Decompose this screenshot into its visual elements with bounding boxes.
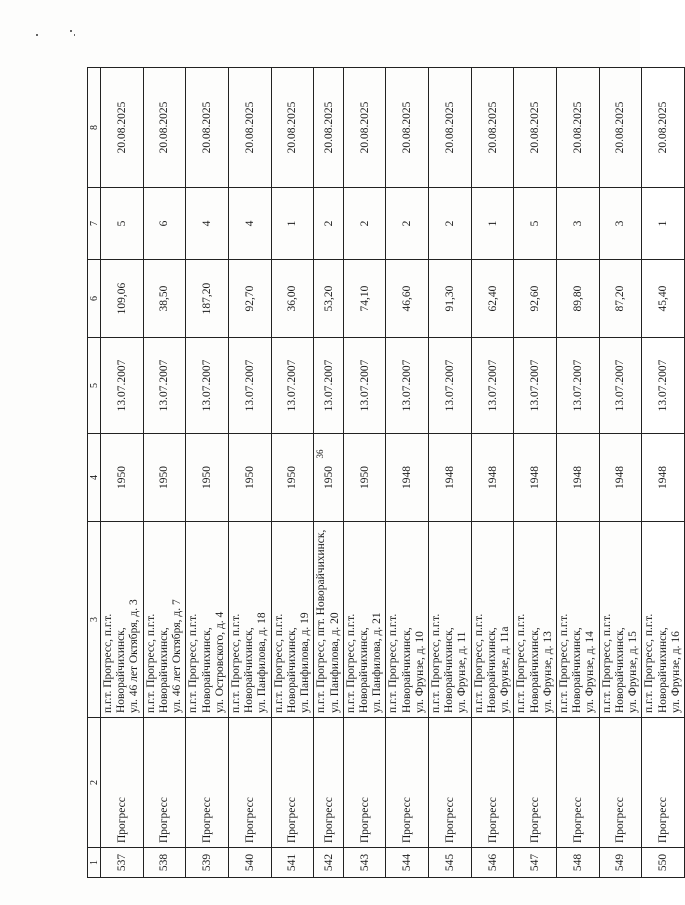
settlement-name: Прогресс: [471, 718, 514, 848]
address-line-2: ул. Фрунзе, д. 13: [541, 631, 554, 713]
row-number: 540: [228, 848, 271, 878]
table-row: [101, 68, 144, 878]
address-cell: [228, 522, 271, 718]
deadline-date: 20.08.2025: [143, 68, 186, 188]
build-year: 1948: [471, 434, 514, 522]
recognition-date: 13.07.2007: [514, 338, 557, 434]
address-cell: [471, 522, 514, 718]
table-row: [271, 68, 314, 878]
resident-count: 1: [642, 188, 685, 260]
resident-count: 5: [514, 188, 557, 260]
settlement-name: Прогресс: [186, 718, 229, 848]
recognition-date: 13.07.2007: [642, 338, 685, 434]
row-number: 539: [186, 848, 229, 878]
table-row: [143, 68, 186, 878]
address-cell: [429, 522, 472, 718]
row-number: 544: [386, 848, 429, 878]
settlement-name: Прогресс: [429, 718, 472, 848]
address-cell: [271, 522, 314, 718]
settlement-name: Прогресс: [228, 718, 271, 848]
deadline-date: 20.08.2025: [514, 68, 557, 188]
address-line-1: п.г.т. Прогресс, п.г.т. Новорайчихинск,: [387, 613, 413, 713]
resident-count: 2: [314, 188, 343, 260]
row-number: 537: [101, 848, 144, 878]
table-row: [471, 68, 514, 878]
resident-count: 4: [228, 188, 271, 260]
row-number: 543: [343, 848, 386, 878]
address-cell: [557, 522, 600, 718]
table-row: [386, 68, 429, 878]
recognition-date: 13.07.2007: [271, 338, 314, 434]
area-value: 74,10: [343, 260, 386, 338]
deadline-date: 20.08.2025: [343, 68, 386, 188]
resident-count: 2: [386, 188, 429, 260]
build-year: 1948: [429, 434, 472, 522]
recognition-date: 13.07.2007: [228, 338, 271, 434]
address-line-1: п.г.т. Прогресс, п.г.т. Новорайчихинск,: [515, 613, 541, 713]
deadline-date: 20.08.2025: [186, 68, 229, 188]
table-body: [101, 68, 685, 878]
area-value: 62,40: [471, 260, 514, 338]
deadline-date: 20.08.2025: [557, 68, 600, 188]
recognition-date: 13.07.2007: [314, 338, 343, 434]
address-line-2: ул. Фрунзе, д. 15: [627, 631, 640, 713]
address-line-1: п.г.т. Прогресс, пгт. Новорайчихинск,: [315, 529, 328, 713]
column-number-header: 1: [88, 848, 101, 878]
row-number: 549: [599, 848, 642, 878]
address-line-1: п.г.т. Прогресс, п.г.т. Новорайчихинск,: [144, 613, 170, 713]
deadline-date: 20.08.2025: [642, 68, 685, 188]
address-line-2: ул. Фрунзе, д. 11а: [499, 626, 512, 713]
build-year: 1950: [186, 434, 229, 522]
row-number: 545: [429, 848, 472, 878]
resident-count: 6: [143, 188, 186, 260]
resident-count: 1: [271, 188, 314, 260]
address-line-2: ул. Фрунзе, д. 11: [456, 631, 469, 713]
column-number-header: 5: [88, 338, 101, 434]
address-cell: [386, 522, 429, 718]
address-line-1: п.г.т. Прогресс, п.г.т. Новорайчихинск,: [272, 613, 298, 713]
address-line-1: п.г.т. Прогресс, п.г.т. Новорайчихинск,: [430, 613, 456, 713]
row-number: 548: [557, 848, 600, 878]
address-line-2: ул. Фрунзе, д. 16: [669, 631, 682, 713]
row-number: 542: [314, 848, 343, 878]
address-line-2: ул. Панфилова, д. 20: [328, 612, 341, 713]
area-value: 53,20: [314, 260, 343, 338]
settlement-name: Прогресс: [599, 718, 642, 848]
row-number: 538: [143, 848, 186, 878]
address-cell: [101, 522, 144, 718]
row-number: 541: [271, 848, 314, 878]
deadline-date: 20.08.2025: [101, 68, 144, 188]
column-number-header: 3: [88, 522, 101, 718]
scan-speck: [36, 34, 38, 36]
resident-count: 3: [557, 188, 600, 260]
table-row: [599, 68, 642, 878]
deadline-date: 20.08.2025: [271, 68, 314, 188]
scan-speck: [70, 30, 72, 32]
settlement-name: Прогресс: [143, 718, 186, 848]
page-number: 36: [315, 449, 325, 459]
row-number: 547: [514, 848, 557, 878]
resident-count: 1: [471, 188, 514, 260]
area-value: 46,60: [386, 260, 429, 338]
area-value: 45,40: [642, 260, 685, 338]
settlement-name: Прогресс: [386, 718, 429, 848]
address-cell: [514, 522, 557, 718]
address-line-2: ул. Панфилова, д. 19: [299, 612, 312, 713]
address-line-1: п.г.т. Прогресс, п.г.т. Новорайчихинск,: [102, 613, 128, 713]
address-line-1: п.г.т. Прогресс, п.г.т. Новорайчихинск,: [600, 613, 626, 713]
resident-count: 2: [343, 188, 386, 260]
build-year: 1950: [101, 434, 144, 522]
area-value: 36,00: [271, 260, 314, 338]
address-cell: [599, 522, 642, 718]
column-number-header: 7: [88, 188, 101, 260]
column-number-header: 4: [88, 434, 101, 522]
deadline-date: 20.08.2025: [471, 68, 514, 188]
build-year: 1948: [557, 434, 600, 522]
recognition-date: 13.07.2007: [429, 338, 472, 434]
address-line-2: ул. 46 лет Октября, д. 7: [171, 599, 184, 713]
recognition-date: 13.07.2007: [557, 338, 600, 434]
table-row: [642, 68, 685, 878]
settlement-name: Прогресс: [514, 718, 557, 848]
area-value: 187,20: [186, 260, 229, 338]
deadline-date: 20.08.2025: [429, 68, 472, 188]
build-year: 1948: [599, 434, 642, 522]
address-line-2: ул. Островского, д. 4: [213, 611, 226, 713]
column-number-header: 2: [88, 718, 101, 848]
address-line-1: п.г.т. Прогресс, п.г.т. Новорайчихинск,: [229, 613, 256, 713]
area-value: 89,80: [557, 260, 600, 338]
settlement-name: Прогресс: [271, 718, 314, 848]
build-year: 1950: [143, 434, 186, 522]
table-row: [314, 68, 343, 878]
address-line-1: п.г.т. Прогресс, п.г.т. Новорайчихинск,: [558, 613, 584, 713]
build-year: 1950: [343, 434, 386, 522]
area-value: 92,70: [228, 260, 271, 338]
build-year: 1948: [386, 434, 429, 522]
settlement-name: Прогресс: [101, 718, 144, 848]
row-number: 546: [471, 848, 514, 878]
register-table: [87, 67, 685, 878]
resident-count: 3: [599, 188, 642, 260]
table-row: [186, 68, 229, 878]
deadline-date: 20.08.2025: [599, 68, 642, 188]
scan-speck: [74, 34, 75, 36]
resident-count: 5: [101, 188, 144, 260]
build-year: 1948: [642, 434, 685, 522]
recognition-date: 13.07.2007: [186, 338, 229, 434]
address-line-2: ул. Фрунзе, д. 10: [413, 631, 426, 713]
recognition-date: 13.07.2007: [343, 338, 386, 434]
address-cell: [343, 522, 386, 718]
address-line-2: ул. Панфилова, д. 18: [256, 612, 269, 713]
deadline-date: 20.08.2025: [314, 68, 343, 188]
column-number-row: [88, 68, 101, 878]
recognition-date: 13.07.2007: [599, 338, 642, 434]
settlement-name: Прогресс: [642, 718, 685, 848]
rotated-table-wrapper: [87, 68, 682, 878]
recognition-date: 13.07.2007: [143, 338, 186, 434]
build-year: 1950: [314, 434, 343, 522]
table-row: [343, 68, 386, 878]
table-row: [429, 68, 472, 878]
address-cell: [642, 522, 685, 718]
resident-count: 4: [186, 188, 229, 260]
address-cell: [186, 522, 229, 718]
settlement-name: Прогресс: [314, 718, 343, 848]
recognition-date: 13.07.2007: [386, 338, 429, 434]
address-line-2: ул. 46 лет Октября, д. 3: [128, 599, 141, 713]
address-line-2: ул. Фрунзе, д. 14: [584, 631, 597, 713]
recognition-date: 13.07.2007: [101, 338, 144, 434]
column-number-header: 6: [88, 260, 101, 338]
table-row: [557, 68, 600, 878]
table-row: [514, 68, 557, 878]
column-number-header: 8: [88, 68, 101, 188]
settlement-name: Прогресс: [343, 718, 386, 848]
area-value: 92,60: [514, 260, 557, 338]
row-number: 550: [642, 848, 685, 878]
address-cell: [314, 522, 343, 718]
address-line-2: ул. Панфилова, д. 21: [371, 612, 384, 713]
build-year: 1948: [514, 434, 557, 522]
deadline-date: 20.08.2025: [228, 68, 271, 188]
area-value: 38,50: [143, 260, 186, 338]
build-year: 1950: [228, 434, 271, 522]
area-value: 87,20: [599, 260, 642, 338]
address-line-1: п.г.т. Прогресс, п.г.т. Новорайчихинск,: [643, 613, 669, 713]
resident-count: 2: [429, 188, 472, 260]
table-row: [228, 68, 271, 878]
address-line-1: п.г.т. Прогресс, п.г.т. Новорайчихинск,: [187, 613, 213, 713]
recognition-date: 13.07.2007: [471, 338, 514, 434]
address-line-1: п.г.т. Прогресс, п.г.т. Новорайчихинск,: [344, 613, 370, 713]
build-year: 1950: [271, 434, 314, 522]
area-value: 109,06: [101, 260, 144, 338]
deadline-date: 20.08.2025: [386, 68, 429, 188]
address-cell: [143, 522, 186, 718]
address-line-1: п.г.т. Прогресс, п.г.т. Новорайчихинск,: [472, 613, 498, 713]
settlement-name: Прогресс: [557, 718, 600, 848]
area-value: 91,30: [429, 260, 472, 338]
